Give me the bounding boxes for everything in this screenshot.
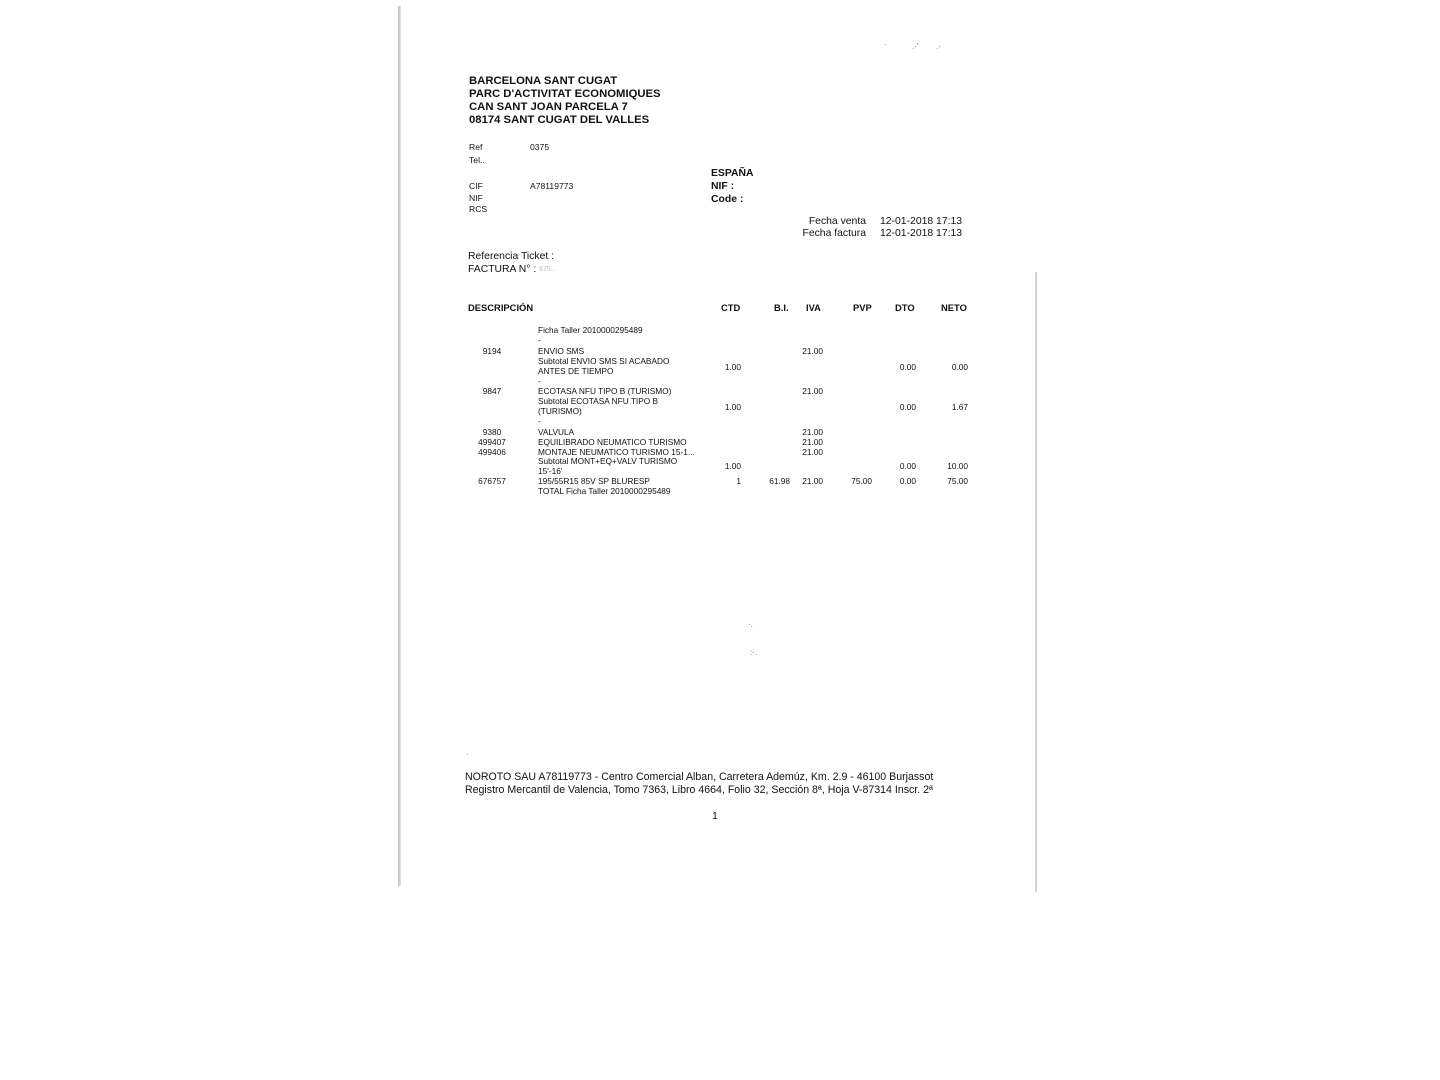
company-line: PARC D'ACTIVITAT ECONOMIQUES bbox=[469, 88, 661, 100]
nif-label: NIF bbox=[469, 193, 483, 203]
scan-speck: ·. bbox=[748, 620, 753, 629]
factura-number-value: 875... bbox=[539, 265, 557, 273]
row-dto: 0.00 bbox=[899, 461, 916, 471]
row-ctd: 1.00 bbox=[724, 362, 741, 372]
row-iva: 21.00 bbox=[802, 437, 823, 447]
page-number: 1 bbox=[712, 810, 718, 822]
row-neto: 75.00 bbox=[947, 476, 968, 486]
company-line: CAN SANT JOAN PARCELA 7 bbox=[469, 101, 628, 113]
scan-speck: .· bbox=[936, 42, 941, 51]
footer-line-1: NOROTO SAU A78119773 - Centro Comercial Alban, Carretera Ademúz, Km. 2.9 - 46100 Burjassot bbox=[465, 771, 934, 783]
header-neto: NETO bbox=[941, 302, 967, 313]
scan-edge-right bbox=[1035, 272, 1037, 892]
cif-value: A78119773 bbox=[530, 181, 574, 191]
row-description: 195/55R15 85V SP BLURESP bbox=[538, 476, 650, 486]
ref-value: 0375 bbox=[530, 142, 550, 152]
row-code: 499406 bbox=[478, 447, 506, 457]
scan-speck: · bbox=[466, 750, 469, 759]
referencia-ticket-label: Referencia Ticket : bbox=[468, 251, 555, 262]
fecha-venta-value: 12-01-2018 17:13 bbox=[880, 216, 963, 227]
row-iva: 21.00 bbox=[802, 447, 823, 457]
row-code: 499407 bbox=[478, 437, 506, 447]
row-code: 9194 bbox=[482, 346, 502, 356]
cif-label: CIF bbox=[469, 181, 483, 191]
row-description: MONTAJE NEUMATICO TURISMO 15-1... bbox=[538, 447, 695, 457]
row-ctd: 1 bbox=[736, 476, 741, 486]
customer-code-label: Code : bbox=[711, 194, 744, 205]
row-ctd: 1.00 bbox=[724, 402, 741, 412]
row-code: 676757 bbox=[478, 476, 506, 486]
row-neto: 1.67 bbox=[951, 402, 968, 412]
row-dto: 0.00 bbox=[899, 362, 916, 372]
fecha-factura-row bbox=[786, 228, 962, 240]
row-ctd: 1.00 bbox=[724, 461, 741, 471]
company-line: BARCELONA SANT CUGAT bbox=[469, 75, 618, 87]
row-description: ENVIO SMS bbox=[538, 346, 585, 356]
header-bi: B.I. bbox=[774, 302, 789, 313]
row-description: Subtotal ENVIO SMS SI ACABADO ANTES DE TIEMPO - bbox=[538, 356, 670, 386]
info-cif-row bbox=[469, 180, 573, 192]
fecha-factura-value: 12-01-2018 17:13 bbox=[880, 228, 963, 239]
row-dto: 0.00 bbox=[899, 476, 916, 486]
customer-country: ESPAÑA bbox=[711, 168, 754, 179]
row-iva: 21.00 bbox=[802, 476, 823, 486]
row-description: VALVULA bbox=[538, 427, 575, 437]
company-address bbox=[469, 75, 661, 127]
scan-speck: :·. bbox=[750, 648, 758, 657]
footer bbox=[465, 771, 933, 797]
row-description: Ficha Taller 2010000295489 - bbox=[538, 325, 643, 345]
fecha-venta-row bbox=[786, 216, 962, 228]
rcs-label: RCS bbox=[469, 204, 488, 214]
row-iva: 21.00 bbox=[802, 346, 823, 356]
row-iva: 21.00 bbox=[802, 386, 823, 396]
header-descripcion: DESCRIPCIÓN bbox=[468, 302, 534, 313]
row-code: 9380 bbox=[482, 427, 502, 437]
factura-number-label: FACTURA N° : bbox=[468, 263, 537, 275]
row-description: EQUILIBRADO NEUMATICO TURISMO bbox=[538, 437, 687, 447]
row-dto: 0.00 bbox=[899, 402, 916, 412]
fecha-factura-label: Fecha factura bbox=[802, 228, 866, 239]
header-pvp: PVP bbox=[853, 302, 872, 313]
customer-nif-label: NIF : bbox=[711, 181, 735, 192]
header-ctd: CTD bbox=[721, 302, 741, 313]
info-ref-row bbox=[469, 141, 549, 153]
row-iva: 21.00 bbox=[802, 427, 823, 437]
scan-speck: .·' bbox=[912, 42, 919, 51]
ref-label: Ref bbox=[469, 142, 483, 152]
fecha-venta-label: Fecha venta bbox=[808, 216, 866, 227]
row-code: 9847 bbox=[482, 386, 502, 396]
row-bi: 61.98 bbox=[769, 476, 790, 486]
tel-label: Tel.. bbox=[469, 155, 485, 165]
row-description: Subtotal MONT+EQ+VALV TURISMO 15'-16' bbox=[538, 456, 678, 476]
company-line: 08174 SANT CUGAT DEL VALLES bbox=[469, 114, 650, 126]
customer-block bbox=[711, 167, 754, 206]
scan-edge-left bbox=[398, 6, 401, 886]
row-description: Subtotal ECOTASA NFU TIPO B (TURISMO) - bbox=[538, 396, 659, 426]
header-iva: IVA bbox=[806, 302, 821, 313]
footer-line-2: Registro Mercantil de Valencia, Tomo 7363, Libro 4664, Folio 32, Sección 8ª, Hoja V-87314 Inscr. 2ª bbox=[465, 784, 933, 796]
scan-speck: · bbox=[884, 40, 887, 49]
header-dto: DTO bbox=[895, 302, 915, 313]
row-description: ECOTASA NFU TIPO B (TURISMO) bbox=[538, 386, 672, 396]
row-neto: 0.00 bbox=[951, 362, 968, 372]
ticket-block bbox=[468, 251, 557, 276]
row-pvp: 75.00 bbox=[851, 476, 872, 486]
row-description: TOTAL Ficha Taller 2010000295489 bbox=[538, 486, 671, 496]
row-neto: 10.00 bbox=[947, 461, 968, 471]
factura-number-row bbox=[468, 264, 557, 277]
